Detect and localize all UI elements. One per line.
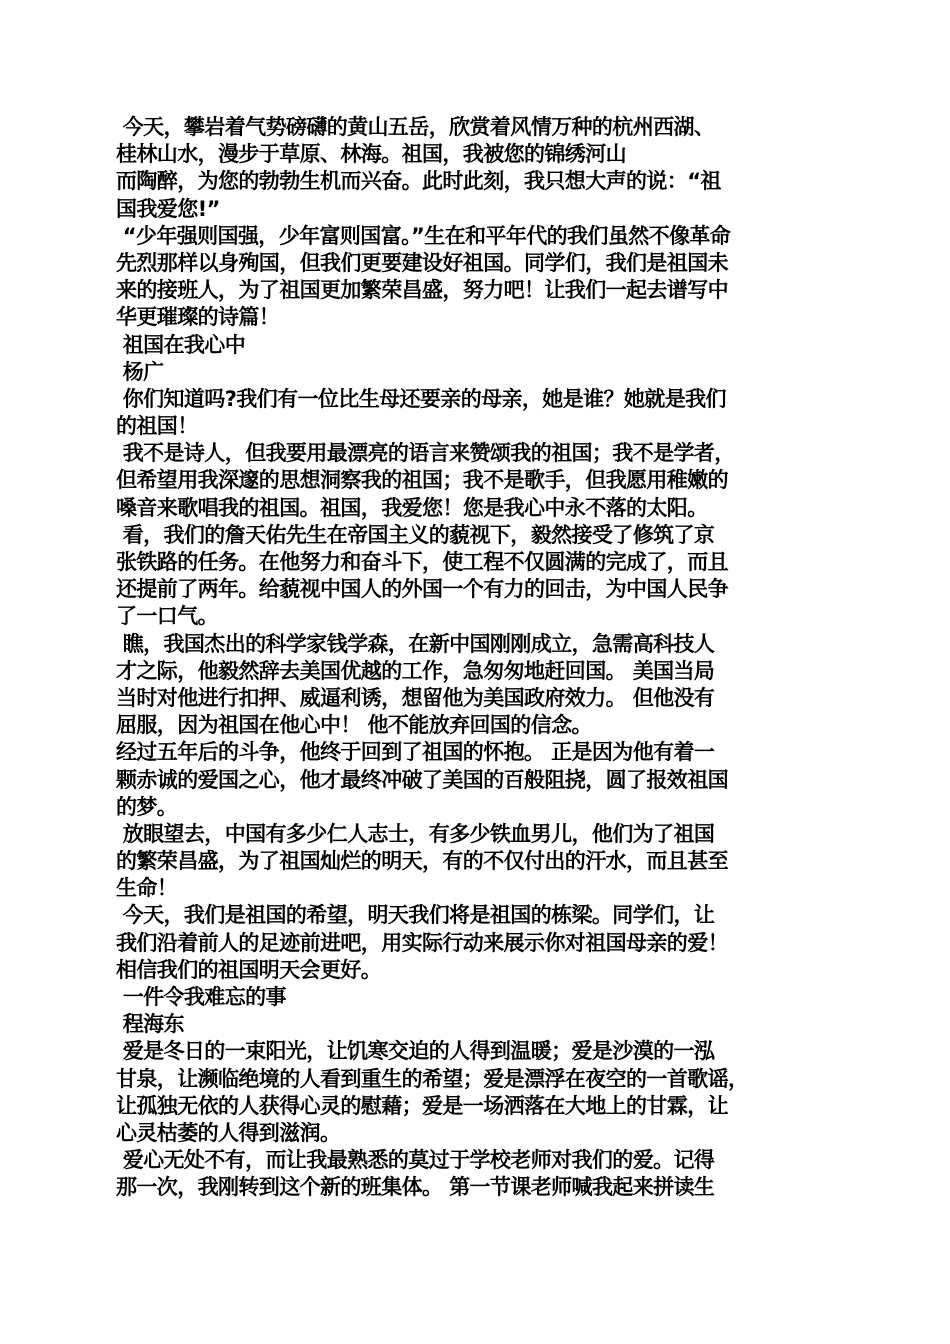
text-line: 国我爱您!” bbox=[116, 196, 220, 221]
text-line: 我不是诗人，但我要用最漂亮的语言来赞颂我的祖国；我不是学者， bbox=[116, 441, 735, 466]
text-line: 华更璀璨的诗篇！ bbox=[116, 305, 280, 330]
text-line: 看，我们的詹天佑先生在帝国主义的藐视下，毅然接受了修筑了京 bbox=[116, 522, 715, 547]
text-line: 爱心无处不有，而让我最熟悉的莫过于学校老师对我们的爱。记得 bbox=[116, 1148, 715, 1173]
document-body bbox=[116, 114, 841, 1202]
author-name: 杨广 bbox=[116, 359, 164, 384]
text-line: 颗赤诚的爱国之心，他才最终冲破了美国的百般阻挠，圆了报效祖国 bbox=[116, 767, 728, 792]
text-line: 让孤独无依的人获得心灵的慰藉；爱是一场洒落在大地上的甘霖，让 bbox=[116, 1093, 728, 1118]
text-line: 桂林山水，漫步于草原、林海。祖国，我被您的锦绣河山 bbox=[116, 142, 626, 167]
text-line: 相信我们的祖国明天会更好。 bbox=[116, 957, 382, 982]
text-line: 了一口气。 bbox=[116, 604, 218, 629]
text-line: 屈服，因为祖国在他心中！ 他不能放弃回国的信念。 bbox=[116, 713, 592, 738]
text-line: 的梦。 bbox=[116, 794, 178, 819]
text-line: 我们沿着前人的足迹前进吧，用实际行动来展示你对祖国母亲的爱！ bbox=[116, 930, 728, 955]
text-line: 来的接班人，为了祖国更加繁荣昌盛，努力吧！让我们一起去谱写中 bbox=[116, 278, 728, 303]
text-line: 心灵枯萎的人得到滋润。 bbox=[116, 1120, 341, 1145]
text-line: 当时对他进行扣押、威逼利诱，想留他为美国政府效力。 但他没有 bbox=[116, 685, 715, 710]
text-line: 而陶醉，为您的勃勃生机而兴奋。此时此刻，我只想大声的说：“祖 bbox=[116, 169, 721, 194]
text-line: 的祖国！ bbox=[116, 414, 198, 439]
text-line: 的繁荣昌盛，为了祖国灿烂的明天，有的不仅付出的汗水，而且甚至 bbox=[116, 849, 728, 874]
text-line: 才之际，他毅然辞去美国优越的工作，急匆匆地赶回国。 美国当局 bbox=[116, 658, 715, 683]
text-line: 今天，我们是祖国的希望，明天我们将是祖国的栋梁。同学们，让 bbox=[116, 903, 715, 928]
text-line: 你们知道吗?我们有一位比生母还要亲的母亲，她是谁？她就是我们 bbox=[116, 386, 726, 411]
text-line: 今天，攀岩着气势磅礴的黄山五岳，欣赏着风情万种的杭州西湖、 bbox=[116, 115, 715, 139]
text-line: 那一次，我刚转到这个新的班集体。 第一节课老师喊我起来拼读生 bbox=[116, 1175, 715, 1200]
text-line: 放眼望去，中国有多少仁人志士，有多少铁血男儿，他们为了祖国 bbox=[116, 821, 715, 846]
text-line: 还提前了两年。给藐视中国人的外国一个有力的回击，为中国人民争 bbox=[116, 577, 728, 602]
text-line: “少年强则国强，少年富则国富。”生在和平年代的我们虽然不像革命 bbox=[116, 223, 731, 248]
text-line: 经过五年后的斗争，他终于回到了祖国的怀抱。 正是因为他有着一 bbox=[116, 740, 715, 765]
text-line: 生命！ bbox=[116, 876, 178, 901]
text-line: 张铁路的任务。在他努力和奋斗下，使工程不仅圆满的完成了，而且 bbox=[116, 550, 728, 574]
section-title: 一件令我难忘的事 bbox=[116, 985, 286, 1009]
section-title: 祖国在我心中 bbox=[116, 332, 246, 357]
text-line: 瞧，我国杰出的科学家钱学森，在新中国刚刚成立，急需高科技人 bbox=[116, 631, 715, 656]
text-line: 甘泉，让濒临绝境的人看到重生的希望；爱是漂浮在夜空的一首歌谣， bbox=[116, 1066, 749, 1091]
text-line: 爱是冬日的一束阳光，让饥寒交迫的人得到温暖；爱是沙漠的一泓 bbox=[116, 1039, 715, 1064]
text-line: 但希望用我深邃的思想洞察我的祖国；我不是歌手，但我愿用稚嫩的 bbox=[116, 468, 728, 493]
text-line: 嗓音来歌唱我的祖国。祖国，我爱您！您是我心中永不落的太阳。 bbox=[116, 495, 708, 520]
author-name: 程海东 bbox=[116, 1012, 184, 1037]
text-line: 先烈那样以身殉国，但我们更要建设好祖国。同学们，我们是祖国未 bbox=[116, 250, 728, 275]
